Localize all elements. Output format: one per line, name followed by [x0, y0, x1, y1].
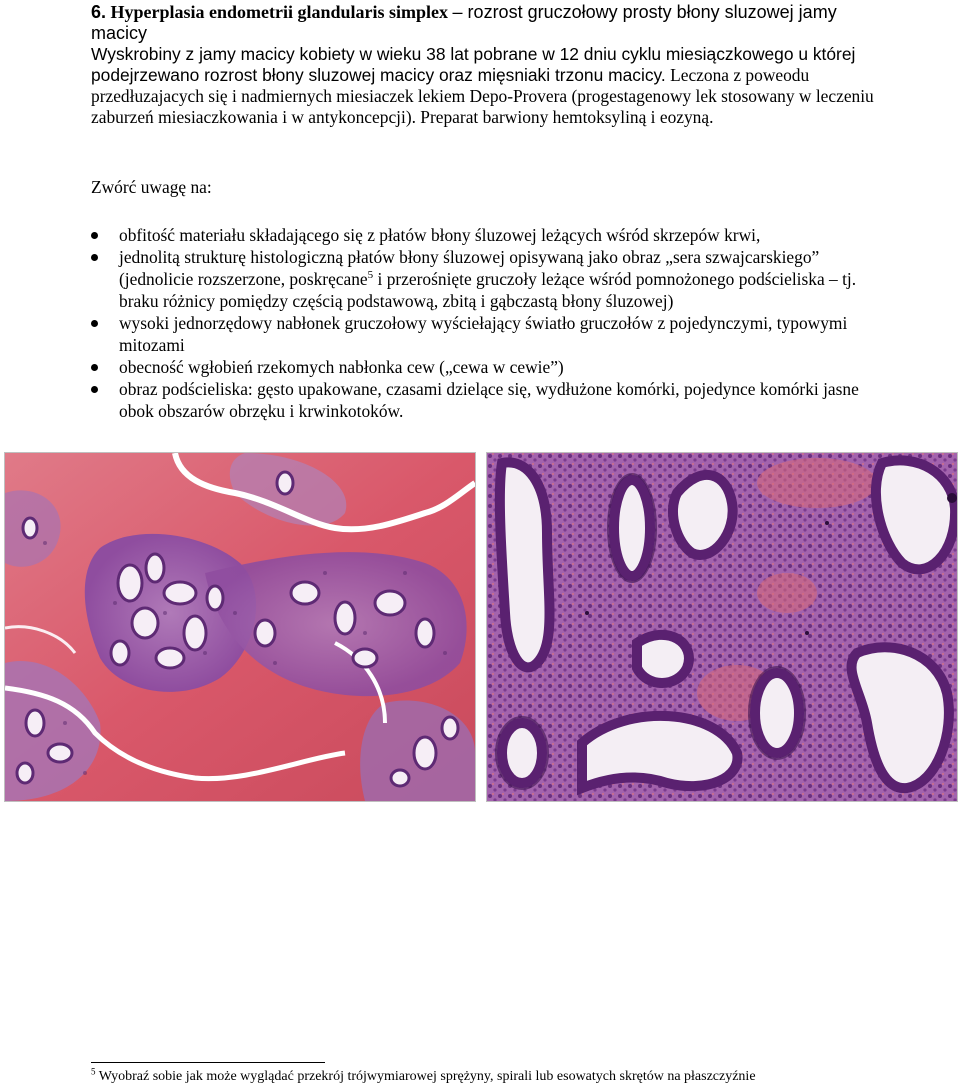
- histology-image-left: [5, 453, 475, 801]
- footnote-marker: 5: [91, 1066, 96, 1077]
- bullet-icon: [91, 232, 98, 239]
- list-item-text: obecność wgłobień rzekomych nabłonka cew („cewa w cewie”): [119, 357, 564, 377]
- list-item: [91, 378, 881, 422]
- case-history: Wyskrobiny z jamy macicy kobiety w wieku 38 lat pobrane w 12 dniu cyklu miesiączkowego u której podejrzewano rozrost błony sluzowej macicy oraz mięsniaki trzonu macicy.: [91, 44, 856, 85]
- bullet-icon: [91, 364, 98, 371]
- list-item-text: obfitość materiału składającego się z płatów błony śluzowej leżących wśród skrzepów krwi,: [119, 225, 761, 245]
- bullet-icon: [91, 254, 98, 261]
- treatment-info: Leczona z poweodu przedłuzajacych się i nadmiernych miesiaczek lekiem Depo-Provera (progestagenowy lek stosowany w leczeniu zaburzeń miesiaczkowania i w antykoncepcji). Preparat barwiony hemtoksyliną i eozyną.: [91, 65, 874, 127]
- histology-image-right: [487, 453, 957, 801]
- list-item-text: obraz podścieliska: gęsto upakowane, czasami dzielące się, wydłużone komórki, pojedynce komórki jasne obok obszarów obrzęku i krwinkotoków.: [119, 379, 859, 421]
- case-description: [91, 44, 891, 128]
- micrograph-low-power: [4, 452, 476, 802]
- section-number: 6.: [91, 2, 107, 22]
- list-item-text: jednolitą strukturę histologiczną płatów błony śluzowej opisywaną jako obraz „sera szwajcarskiego” (jednolicie rozszerzone, poskręcane: [119, 247, 820, 289]
- bullet-icon: [91, 386, 98, 393]
- list-item-text-continued: i przerośnięte gruczoły leżące wśród pomnożonego podścieliska – tj. braku różnicy pomiędzy częścią podstawową, zbitą i gąbczastą błony śluzowej): [119, 269, 857, 311]
- list-item: [91, 356, 881, 378]
- section-subtitle: – rozrost gruczołowy prosty błony sluzowej jamy macicy: [91, 2, 837, 43]
- list-item-text: wysoki jednorzędowy nabłonek gruczołowy wyściełający światło gruczołów z pojedynczymi, typowymi mitozami: [119, 313, 848, 355]
- attention-label: Zwórć uwagę na:: [91, 177, 212, 197]
- list-item: [91, 246, 881, 312]
- micrograph-high-power: [486, 452, 958, 802]
- list-item: [91, 312, 881, 356]
- list-item: [91, 224, 881, 246]
- section-title: Hyperplasia endometrii glandularis simplex: [110, 2, 449, 22]
- section-heading: [91, 2, 891, 44]
- footnote-reference[interactable]: 5: [367, 269, 374, 282]
- footnote-text: Wyobraź sobie jak może wyglądać przekrój trójwymiarowej sprężyny, spirali lub esowatych skrętów na płaszczyźnie: [98, 1069, 756, 1084]
- footnote-separator: [91, 1062, 325, 1063]
- bullet-icon: [91, 320, 98, 327]
- findings-list: [91, 224, 881, 422]
- footnote: [91, 1068, 951, 1086]
